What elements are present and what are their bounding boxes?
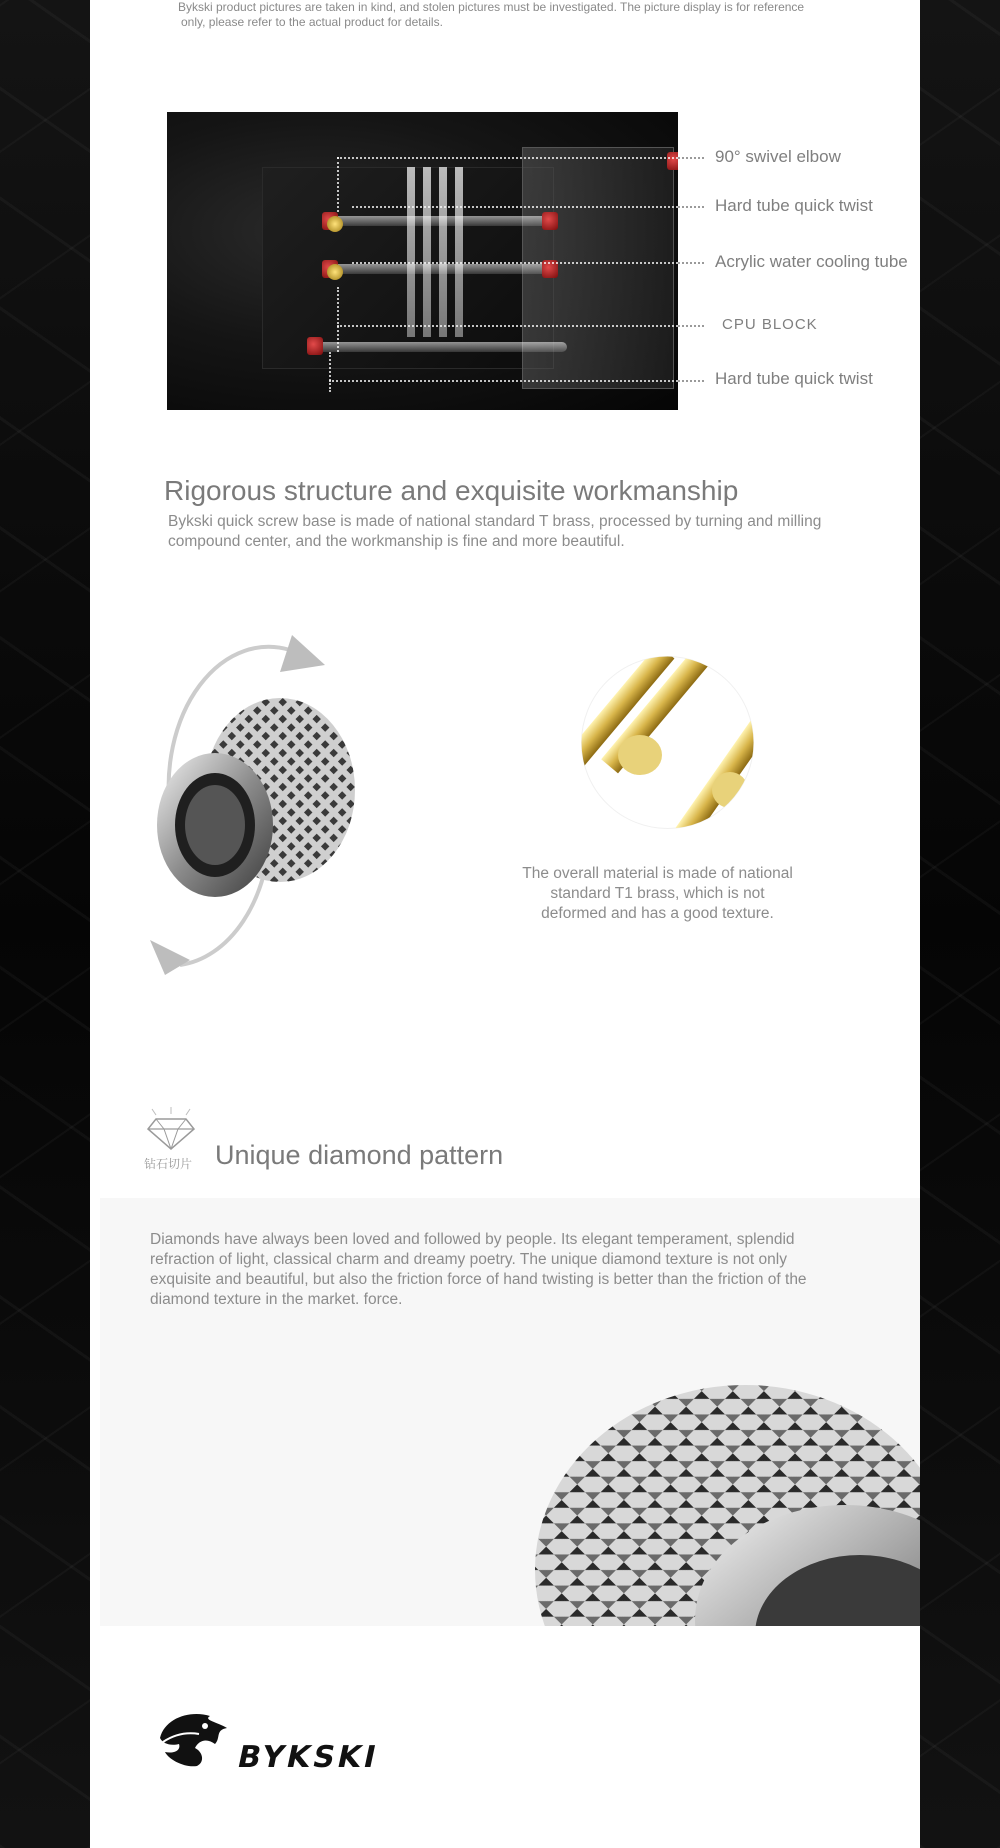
brass-rod-end <box>618 735 662 775</box>
ram-stick <box>455 167 463 337</box>
callout-swivel-elbow: 90° swivel elbow <box>715 147 841 166</box>
left-dark-background <box>0 0 90 1848</box>
diamond-icon-label: 钻石切片 <box>144 1157 193 1171</box>
material-caption-line-3: deformed and has a good texture. <box>541 905 774 922</box>
diamond-title: Unique diamond pattern <box>215 1140 504 1170</box>
notice-line-2: only, please refer to the actual product for details. <box>181 15 443 29</box>
callout-leader <box>678 262 704 264</box>
ram-stick <box>407 167 415 337</box>
callout-leader <box>352 262 678 264</box>
callout-leader <box>678 325 704 327</box>
callout-acrylic-tube: Acrylic water cooling tube <box>715 252 908 271</box>
callout-leader <box>337 157 339 212</box>
gold-fitting-shape <box>327 264 343 280</box>
callout-leader <box>678 206 704 208</box>
right-dark-background <box>920 0 1000 1848</box>
callout-hard-tube-quick-twist: Hard tube quick twist <box>715 196 873 215</box>
callout-leader <box>337 157 678 159</box>
pc-build-photo <box>167 112 678 410</box>
acrylic-tube-shape <box>332 216 552 226</box>
brand-logo-text: BYKSKI <box>234 1740 382 1775</box>
diamond-body: Diamonds have always been loved and followed by people. Its elegant temperament, splendid refraction of light, classical charm and dreamy poetry. The unique diamond texture is not only exquisite and beautiful, but also the friction force of hand twisting is better than the friction of the diamond texture in the market. force. <box>150 1231 807 1308</box>
fitting-bore <box>185 785 245 865</box>
product-detail-page <box>90 0 920 1848</box>
gold-fitting-shape <box>327 216 343 232</box>
callout-leader <box>678 380 704 382</box>
notice-line-1: Bykski product pictures are taken in kind, and stolen pictures must be investigated. The picture display is for reference <box>178 0 805 14</box>
callout-leader <box>337 325 678 327</box>
arrow-head-icon <box>150 940 190 975</box>
callout-cpu-block: CPU BLOCK <box>722 316 818 333</box>
elbow-fitting-shape <box>667 152 678 170</box>
quick-twist-fitting-shape <box>542 212 558 230</box>
material-caption-line-2: standard T1 brass, which is not <box>550 885 765 902</box>
brass-rods-illustration <box>580 655 755 830</box>
ram-stick <box>423 167 431 337</box>
callout-leader <box>329 380 678 382</box>
callout-leader <box>329 352 331 392</box>
material-caption <box>515 864 800 924</box>
copyright-notice <box>178 0 838 30</box>
callout-leader <box>337 287 339 352</box>
acrylic-tube-shape <box>332 264 552 274</box>
structure-body: Bykski quick screw base is made of national standard T brass, processed by turning and milling compound center, and the workmanship is fine and more beautiful. <box>168 513 822 550</box>
brand-footer <box>90 1628 920 1848</box>
quick-twist-fitting-shape <box>307 337 323 355</box>
material-caption-line-1: The overall material is made of national <box>522 865 793 882</box>
callout-leader <box>352 206 678 208</box>
callout-leader <box>678 157 704 159</box>
brass-rod-end <box>712 772 748 808</box>
callout-hard-tube-quick-twist-2: Hard tube quick twist <box>715 369 873 388</box>
arrow-head-icon <box>280 635 325 672</box>
dragon-logo-icon <box>155 1708 230 1770</box>
quick-twist-fitting-illustration <box>130 630 380 990</box>
diamond-icon <box>140 1105 202 1153</box>
acrylic-tube-shape <box>317 342 567 352</box>
diamond-texture-illustration <box>515 1360 920 1626</box>
structure-title: Rigorous structure and exquisite workmanship <box>164 475 739 506</box>
ram-stick <box>439 167 447 337</box>
